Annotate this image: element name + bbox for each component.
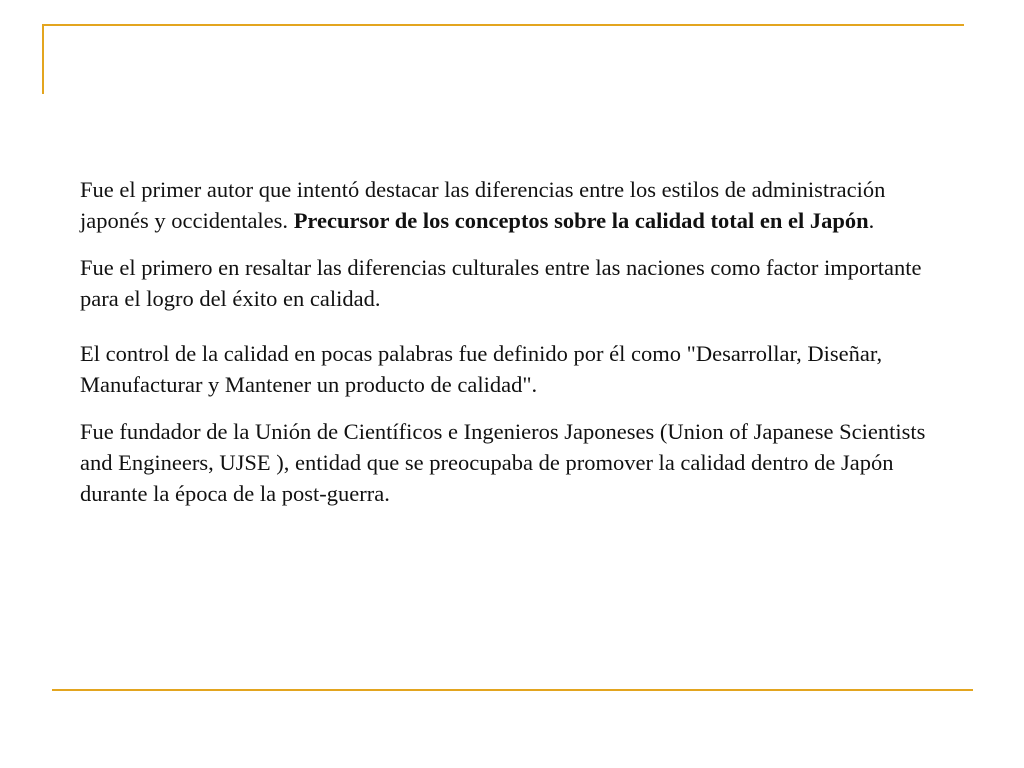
- bottom-accent-rule: [52, 689, 973, 691]
- paragraph-1-text: Fue el primer autor que intentó destacar las diferencias entre los estilos de administración japonés y occidentales.: [80, 177, 886, 233]
- paragraph-1-end: .: [868, 208, 875, 233]
- left-accent-rule: [42, 24, 44, 94]
- paragraph-2: Fue el primero en resaltar las diferencias culturales entre las naciones como factor importante para el logro del éxito en calidad.: [80, 255, 922, 311]
- paragraph-1: [80, 174, 950, 236]
- paragraph-4: Fue fundador de la Unión de Científicos e Ingenieros Japoneses (Union of Japanese Scientists and Engineers, UJSE ), entidad que se preocupaba de promover la calidad dentro de Japón durante la época de la post-guerra.: [80, 419, 926, 506]
- paragraph-3: El control de la calidad en pocas palabras fue definido por él como "Desarrollar, Diseñar, Manufacturar y Mantener un producto de calidad".: [80, 341, 883, 397]
- paragraph-1-bold-text: Precursor de los conceptos sobre la calidad total en el Japón: [293, 208, 869, 233]
- slide-body: [80, 174, 950, 525]
- top-accent-rule: [42, 24, 964, 26]
